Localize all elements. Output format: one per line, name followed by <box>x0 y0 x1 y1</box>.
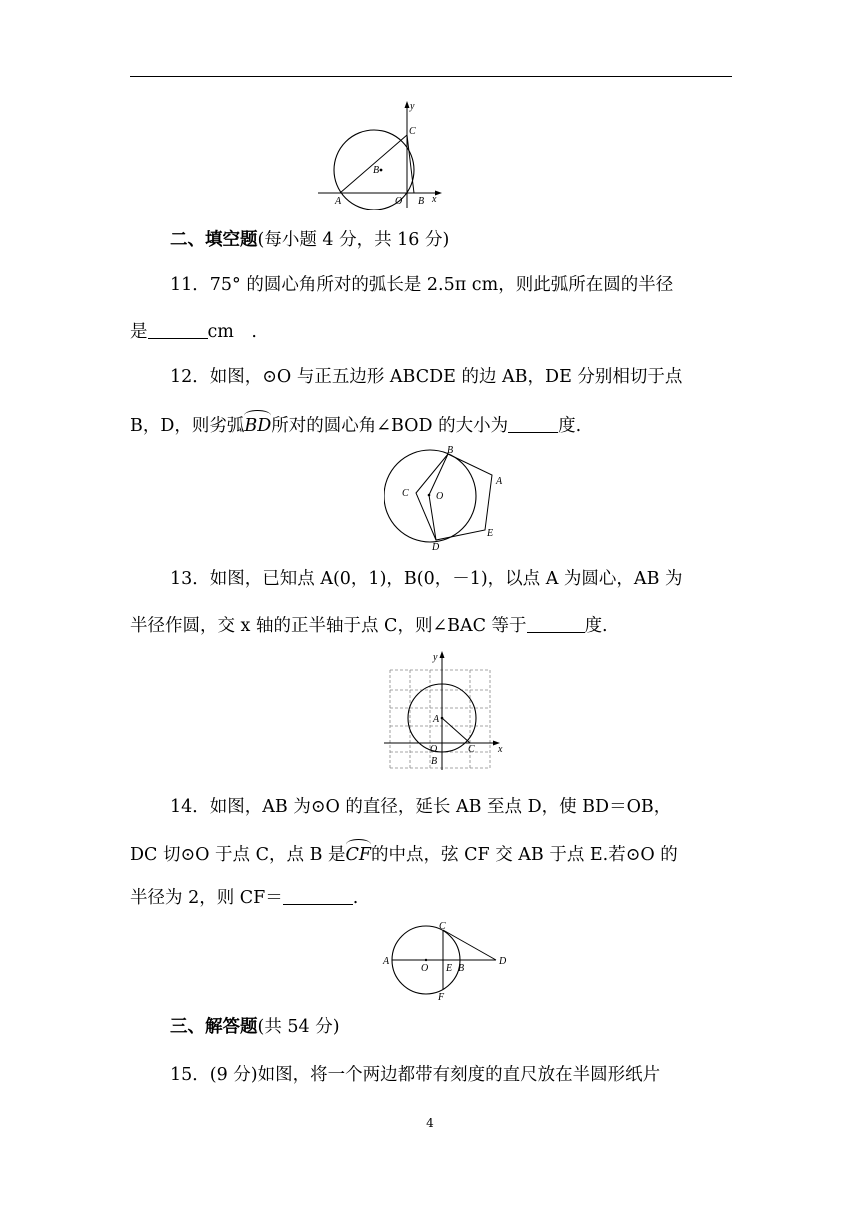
q12-line2: B，D，则劣弧BD所对的圆心角∠BOD 的大小为 度. <box>130 416 582 436</box>
arc-bd: BD <box>244 416 272 436</box>
fig14-label: D <box>499 956 507 967</box>
arc-cf: CF <box>345 845 372 865</box>
q11-line2: 是 cm . <box>130 322 257 342</box>
fig13-label: B <box>431 756 438 767</box>
fig-top-label: x <box>432 194 437 205</box>
fig14-label: E <box>446 963 453 974</box>
page-number: 4 <box>426 1116 434 1130</box>
fig13-label: O <box>430 744 438 755</box>
section-3-heading: 三、解答题(共 54 分) <box>170 1017 340 1037</box>
q14-line3: 半径为 2，则 CF＝ . <box>130 888 359 908</box>
answer-blank <box>283 886 353 905</box>
q13-line1: 13．如图，已知点 A(0，1)，B(0，－1)，以点 A 为圆心，AB 为 <box>170 569 683 589</box>
fig14-label: F <box>438 992 445 1003</box>
fig12-label: E <box>487 528 494 539</box>
fig12-label: O <box>436 491 444 502</box>
q14-line1: 14．如图，AB 为⊙O 的直径，延长 AB 至点 D，使 BD＝OB， <box>170 797 672 817</box>
answer-blank <box>527 614 585 633</box>
fig-top-label: A <box>335 196 342 207</box>
fig-top-label: B <box>418 196 425 207</box>
header-rule <box>130 76 732 77</box>
fig12-label: A <box>496 476 503 487</box>
figure-13 <box>382 648 510 772</box>
fig13-label: y <box>433 652 438 663</box>
section-2-heading: 二、填空题(每小题 4 分，共 16 分) <box>170 230 450 250</box>
answer-blank <box>148 320 208 339</box>
fig13-label: A <box>433 714 440 725</box>
q14-line2: DC 切⊙O 于点 C，点 B 是CF的中点，弦 CF 交 AB 于点 E.若⊙O 的 <box>130 845 678 865</box>
fig14-label: C <box>439 921 446 932</box>
fig13-label: x <box>498 744 503 755</box>
fig-top-label: O <box>395 196 403 207</box>
fig12-label: D <box>432 542 440 552</box>
figure-top <box>316 98 446 210</box>
q15-line1: 15．(9 分)如图，将一个两边都带有刻度的直尺放在半圆形纸片 <box>170 1065 661 1085</box>
q13-line2: 半径作圆，交 x 轴的正半轴于点 C，则∠BAC 等于 度. <box>130 616 608 636</box>
fig12-label: B <box>447 445 454 456</box>
fig-top-label: y <box>410 101 415 112</box>
fig-top-label: C <box>409 126 416 137</box>
fig14-label: A <box>383 956 390 967</box>
q12-line1: 12．如图，⊙O 与正五边形 ABCDE 的边 AB，DE 分别相切于点 <box>170 367 683 387</box>
fig13-label: C <box>468 744 475 755</box>
fig14-label: B <box>458 963 465 974</box>
figure-14 <box>380 918 512 1004</box>
answer-blank <box>508 414 558 433</box>
fig-top-label: B <box>373 165 380 176</box>
figure-12 <box>384 444 514 552</box>
fig12-label: C <box>402 488 409 499</box>
fig14-label: O <box>421 963 429 974</box>
q11-line1: 11．75° 的圆心角所对的弧长是 2.5π cm，则此弧所在圆的半径 <box>170 275 674 295</box>
